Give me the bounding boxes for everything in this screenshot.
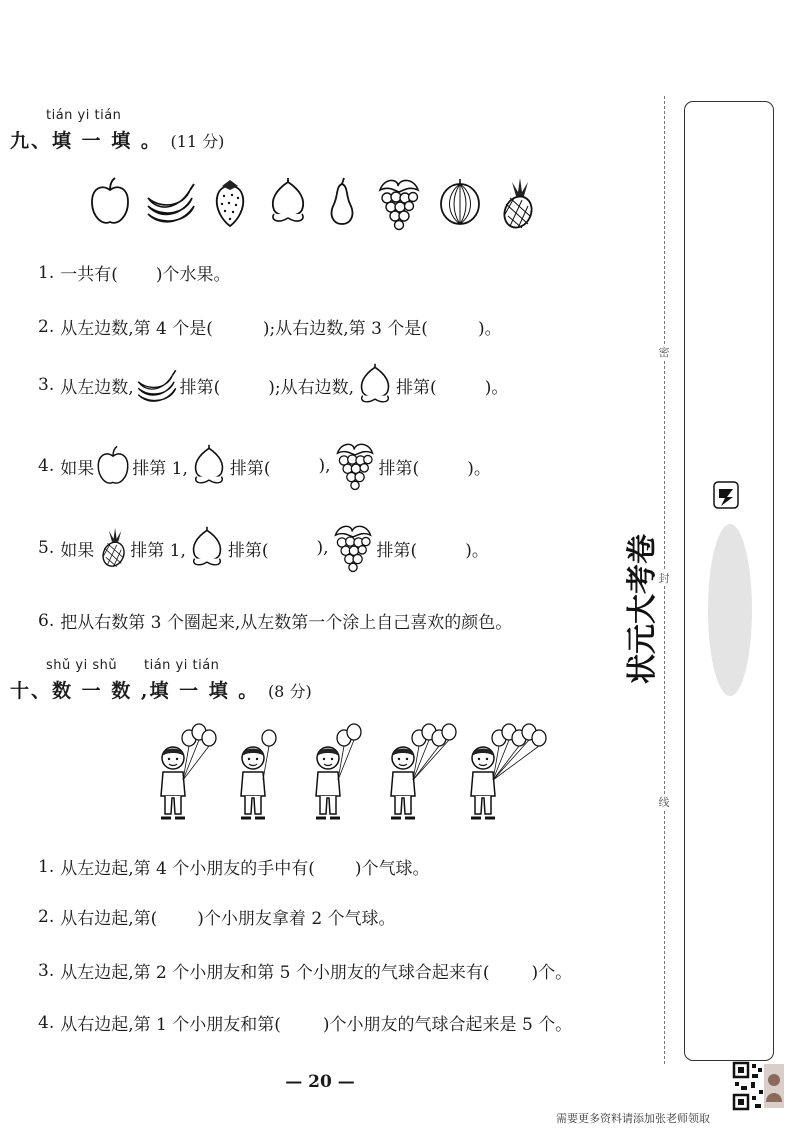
- seal-char-2: 封: [658, 572, 670, 585]
- question-text: 从右边起,第(: [60, 909, 158, 929]
- child-1: [161, 724, 216, 818]
- question-text: )个气球。: [354, 859, 430, 879]
- watermelon-icon: [438, 176, 482, 228]
- question-text: 排第(: [229, 458, 271, 479]
- apple-icon: [95, 444, 131, 488]
- question-number: 3.: [38, 960, 55, 981]
- section9-title: [10, 126, 224, 153]
- child-figure: [241, 747, 265, 818]
- question-text: 把从右数第 3 个圈起来,从左数第一个涂上自己喜欢的颜色。: [60, 613, 513, 633]
- children-with-balloons: [155, 726, 535, 820]
- question-text: 排第(: [396, 377, 437, 398]
- balloon: [532, 730, 546, 746]
- question-number: 4.: [38, 456, 55, 476]
- balloon: [262, 730, 276, 746]
- question-number: 1.: [38, 262, 55, 283]
- question-text: )。: [477, 319, 502, 339]
- balloon-string: [263, 746, 269, 780]
- s9-question-5: [38, 522, 489, 574]
- balloon: [347, 724, 361, 740]
- brand-logo: [625, 480, 760, 700]
- balloon-string: [338, 746, 344, 780]
- question-text: );从右边数,: [268, 377, 355, 398]
- question-number: 3.: [38, 375, 55, 395]
- question-text: )个。: [531, 963, 573, 983]
- child-figure: [316, 747, 340, 818]
- balloon-string: [413, 746, 439, 780]
- balloon-string: [183, 746, 189, 780]
- balloon-string: [493, 746, 519, 780]
- question-text: )。: [484, 377, 509, 398]
- brand-name: 状元大考卷: [625, 534, 660, 684]
- peach-icon: [189, 443, 229, 489]
- seal-char-3: 线: [658, 796, 670, 809]
- banana-icon: [144, 176, 198, 228]
- pear-icon: [324, 176, 360, 228]
- balloon: [202, 730, 216, 746]
- pineapple-icon: [95, 524, 129, 572]
- grapes-icon: [330, 522, 376, 574]
- question-text: 排第(: [378, 458, 420, 479]
- s10-question-1: [38, 854, 430, 879]
- question-text: 如果: [60, 540, 95, 561]
- section10-title: [10, 676, 312, 703]
- question-text: 从左边数,: [60, 377, 134, 398]
- question-text: ),: [318, 456, 331, 476]
- peach-icon: [355, 362, 395, 408]
- question-text: 排第 1,: [132, 458, 188, 479]
- strawberry-icon: [210, 176, 250, 228]
- question-number: 5.: [38, 538, 55, 558]
- section10-title-text: 十、数 一 数 ,填 一 填 。: [10, 680, 260, 702]
- banana-icon: [135, 363, 179, 407]
- question-text: )个小朋友拿着 2 个气球。: [197, 909, 396, 929]
- child-5: [471, 724, 546, 818]
- section10-score: (8 分): [267, 682, 312, 701]
- section10-pinyin-1: shǔ yi shǔ: [46, 658, 118, 673]
- question-number: 2.: [38, 906, 55, 927]
- question-number: 4.: [38, 1012, 55, 1033]
- child-figure: [471, 747, 495, 818]
- question-text: 排第 1,: [130, 540, 186, 561]
- peach-icon: [187, 525, 227, 571]
- section10-pinyin-2: tián yi tián: [144, 658, 220, 673]
- grapes-icon: [332, 440, 378, 492]
- s9-question-3: [38, 362, 508, 408]
- balloon-string: [183, 746, 209, 780]
- question-number: 2.: [38, 316, 55, 337]
- child-figure: [391, 747, 415, 818]
- question-text: 排第(: [376, 540, 418, 561]
- question-text: );从右边数,第 3 个是(: [262, 319, 428, 339]
- question-text: )。: [465, 540, 489, 561]
- qr-code-icon[interactable]: [733, 1062, 785, 1110]
- peach-icon: [266, 176, 310, 228]
- question-text: )个水果。: [155, 265, 231, 285]
- s9-question-6: [38, 608, 512, 633]
- s10-question-2: [38, 904, 396, 929]
- section9-title-text: 九、填 一 填 。: [10, 130, 162, 152]
- child-4: [391, 724, 456, 818]
- s10-question-4: [38, 1010, 572, 1035]
- question-text: )。: [467, 458, 491, 479]
- footer-note: 需要更多资料请添加张老师领取: [556, 1112, 710, 1125]
- child-2: [241, 730, 276, 818]
- s10-question-3: [38, 958, 572, 983]
- page-number: — 20 —: [285, 1072, 355, 1092]
- pineapple-icon: [494, 176, 538, 232]
- question-text: )个小朋友的气球合起来是 5 个。: [322, 1015, 573, 1035]
- question-text: 从左边数,第 4 个是(: [60, 319, 213, 339]
- question-text: ),: [316, 538, 329, 558]
- question-text: 排第(: [227, 540, 269, 561]
- s9-question-4: [38, 440, 491, 492]
- balloon: [442, 724, 456, 740]
- apple-icon: [88, 176, 132, 228]
- fruit-row: [88, 176, 548, 236]
- question-text: 排第(: [179, 377, 221, 398]
- question-text: 从左边起,第 4 个小朋友的手中有(: [60, 859, 315, 879]
- seal-char-1: 密: [658, 346, 670, 359]
- question-text: 如果: [60, 458, 95, 479]
- question-text: 从左边起,第 2 个小朋友和第 5 个小朋友的气球合起来有(: [60, 963, 490, 983]
- child-3: [316, 724, 361, 818]
- grapes-icon: [374, 176, 424, 232]
- question-number: 6.: [38, 610, 55, 631]
- section9-pinyin: tián yi tián: [46, 108, 122, 123]
- child-figure: [161, 747, 185, 818]
- question-text: 一共有(: [60, 265, 118, 285]
- question-number: 1.: [38, 856, 55, 877]
- s9-question-1: [38, 260, 231, 285]
- section9-score: (11 分): [170, 132, 225, 151]
- question-text: 从右边起,第 1 个小朋友和第(: [60, 1015, 281, 1035]
- s9-question-2: [38, 314, 502, 339]
